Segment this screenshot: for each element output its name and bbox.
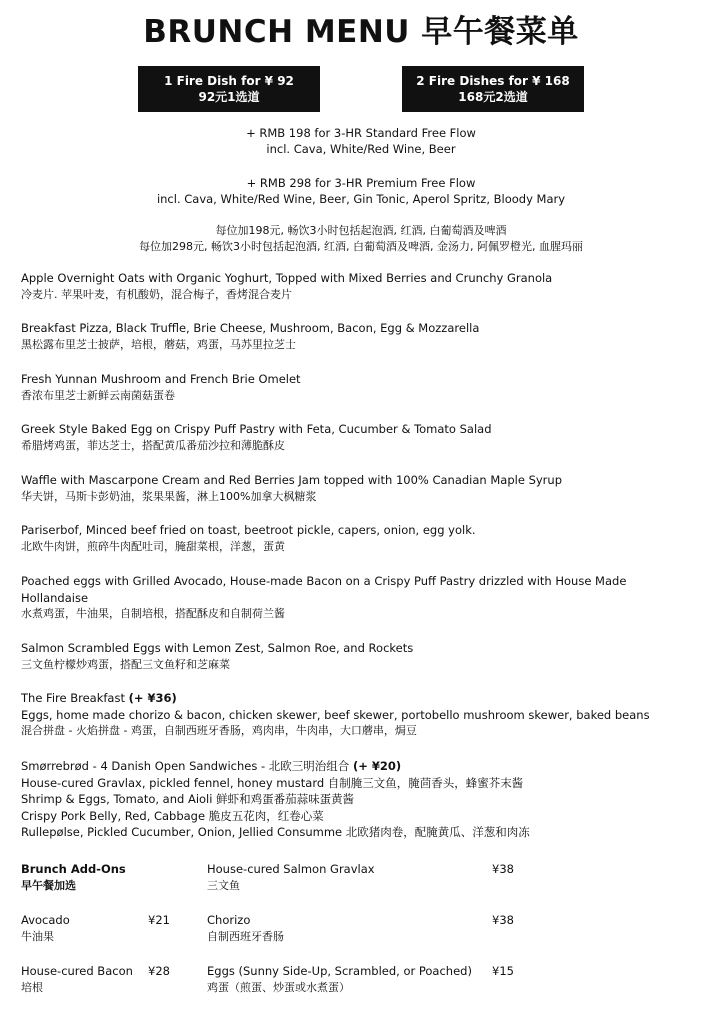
fire-breakfast-title-line [21,690,711,707]
add-on-price: ¥15 [492,964,514,978]
menu-item-en: Poached eggs with Grilled Avocado, House-made Bacon on a Crispy Puff Pastry drizzled with House Made [21,574,627,588]
premium-free-flow-line: + RMB 298 for 3-HR Premium Free Flow [246,176,476,190]
add-on-item [207,963,472,996]
add-on-name: House-cured Salmon Gravlax [207,862,375,876]
add-on-price: ¥28 [148,964,170,978]
add-on-item [21,912,70,945]
fire-breakfast-price: (+ ¥36) [128,691,177,705]
add-on-name: House-cured Bacon [21,964,133,978]
add-on-name-cn: 鸡蛋（煎蛋、炒蛋或水煮蛋） [207,980,350,994]
menu-item-en: Salmon Scrambled Eggs with Lemon Zest, Salmon Roe, and Rockets [21,641,414,655]
menu-item-cn: 北欧牛肉饼，煎碎牛肉配吐司，腌甜菜根，洋葱，蛋黄 [21,539,285,553]
menu-item-cn: 香浓布里芝士新鲜云南菌菇蛋卷 [21,388,175,402]
add-on-name: Eggs (Sunny Side-Up, Scrambled, or Poached) [207,964,472,978]
add-ons-heading-en: Brunch Add-Ons [21,862,126,876]
standard-free-flow-line: + RMB 198 for 3-HR Standard Free Flow [246,126,476,140]
menu-item-cn: 希腊烤鸡蛋，菲达芝士，搭配黄瓜番茄沙拉和薄脆酥皮 [21,438,285,452]
premium-free-flow-line: incl. Cava, White/Red Wine, Beer, Gin Tonic, Aperol Spritz, Bloody Mary [156,192,566,206]
standard-free-flow [0,125,722,157]
menu-item-en: Greek Style Baked Egg on Crispy Puff Pastry with Feta, Cucumber & Tomato Salad [21,422,492,436]
price-box-label: 2 Fire Dishes for ¥ 168 [416,74,570,88]
menu-item [21,421,711,454]
add-on-item [207,912,284,945]
add-on-item [207,861,375,894]
fire-breakfast-en: Eggs, home made chorizo & bacon, chicken skewer, beef skewer, portobello mushroom skewer, baked beans [21,707,650,722]
menu-item-en: Apple Overnight Oats with Organic Yoghurt, Topped with Mixed Berries and Crunchy Granola [21,271,553,285]
add-on-name-cn: 自制西班牙香肠 [207,929,284,943]
menu-item-en: Waffle with Mascarpone Cream and Red Berries Jam topped with 100% Canadian Maple Syrup [21,473,562,487]
fire-breakfast [21,690,711,740]
menu-item-cn: 华夫饼，马斯卡彭奶油，浆果果酱，淋上100%加拿大枫糖浆 [21,489,317,503]
smorrebrod-title: Smørrebrød - 4 Danish Open Sandwiches - 北欧三明治组合 [21,759,353,773]
price-box-label-cn: 168元2选道 [458,90,528,104]
add-ons-heading-cn: 早午餐加选 [21,878,76,892]
free-flow-cn-line: 每位加198元, 畅饮3小时包括起泡酒, 红酒, 白葡萄酒及啤酒 [215,224,507,237]
smorrebrod-line: Crispy Pork Belly, Red, Cabbage 脆皮五花肉，红卷心菜 [21,808,324,823]
add-ons-heading [21,861,126,894]
free-flow-cn [0,223,722,255]
add-on-name: Chorizo [207,913,251,927]
smorrebrod-line: Rullepølse, Pickled Cucumber, Onion, Jellied Consumme 北欧猪肉卷，配腌黄瓜、洋葱和肉冻 [21,825,530,839]
smorrebrod [21,758,711,841]
add-on-name: Avocado [21,913,70,927]
menu-item-en: Breakfast Pizza, Black Truffle, Brie Cheese, Mushroom, Bacon, Egg & Mozzarella [21,321,480,335]
menu-item [21,371,711,404]
smorrebrod-line: House-cured Gravlax, pickled fennel, honey mustard 自制腌三文鱼，腌茴香头，蜂蜜芥末酱 [21,775,524,790]
smorrebrod-price: (+ ¥20) [352,759,402,773]
fire-breakfast-title: The Fire Breakfast [21,691,129,705]
menu-item-en-continued: Hollandaise [21,590,89,605]
smorrebrod-line: Shrimp & Eggs, Tomato, and Aioli 鲜虾和鸡蛋番茄蒜味蛋黄酱 [21,792,355,806]
add-on-price: ¥38 [492,913,514,927]
menu-item-cn: 三文鱼柠檬炒鸡蛋，搭配三文鱼籽和芝麻菜 [21,657,230,671]
add-on-name-cn: 培根 [21,980,43,994]
add-on-name-cn: 三文鱼 [207,878,240,892]
menu-item [21,320,711,353]
add-on-name-cn: 牛油果 [21,929,54,943]
premium-free-flow [0,175,722,207]
menu-item-en: Pariserbof, Minced beef fried on toast, beetroot pickle, capers, onion, egg yolk. [21,523,476,537]
add-on-price: ¥21 [148,913,170,927]
free-flow-cn-line: 每位加298元, 畅饮3小时包括起泡酒, 红酒, 白葡萄酒及啤酒, 金汤力, 阿佩罗橙光, 血腥玛丽 [139,240,583,253]
menu-item [21,270,711,303]
add-on-price: ¥38 [492,862,514,876]
price-box-two-dishes [402,66,584,112]
standard-free-flow-line: incl. Cava, White/Red Wine, Beer [266,142,456,156]
menu-item-cn: 黑松露布里芝士披萨，培根，蘑菇，鸡蛋，马苏里拉芝士 [21,337,296,351]
price-box-one-dish [138,66,320,112]
price-box-label: 1 Fire Dish for ¥ 92 [164,74,294,88]
smorrebrod-title-line [21,758,711,775]
menu-item [21,472,711,505]
menu-item [21,640,711,673]
price-box-label-cn: 92元1选道 [198,90,260,104]
page-title: BRUNCH MENU 早午餐菜单 [143,14,579,50]
menu-item-cn: 水煮鸡蛋，牛油果，自制培根，搭配酥皮和自制荷兰酱 [21,607,285,620]
menu-item [21,522,711,555]
menu-item [21,573,711,623]
add-on-item [21,963,133,996]
fire-breakfast-cn: 混合拼盘 - 火焰拼盘 - 鸡蛋，自制西班牙香肠，鸡肉串，牛肉串，大口蘑串，焗豆 [21,724,417,737]
menu-item-cn: 冷麦片. 苹果叶麦，有机酸奶，混合梅子，香烤混合麦片 [21,287,292,301]
menu-item-en: Fresh Yunnan Mushroom and French Brie Omelet [21,372,301,386]
